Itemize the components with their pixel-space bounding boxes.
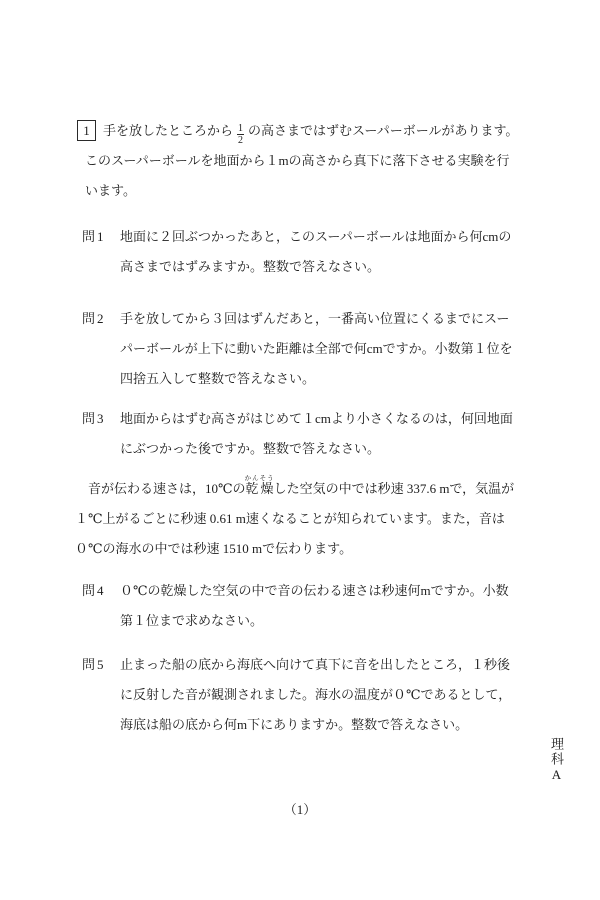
problem-2-intro-text-after-ruby: した空気の中では秒速 337.6 mで，気温が１℃上がるごとに秒速 0.61 m速くなることが知られています。また，音は０℃の海水の中では秒速 1510 mで伝わります。 (75, 481, 515, 556)
problem-number-box: 1 (77, 120, 96, 141)
subject-label-vertical: 理科A (549, 737, 564, 784)
question-4 (75, 576, 521, 636)
question-4-text: ０℃の乾燥した空気の中で音の伝わる速さは秒速何mですか。小数第１位まで求めなさい。 (120, 583, 509, 628)
problem-2-intro-text-before-ruby: 音が伝わる速さは，10℃の (88, 481, 246, 496)
ruby-reading-text: かんそう (244, 475, 275, 482)
problem-1-intro (85, 116, 521, 206)
fraction-one-half (237, 123, 244, 146)
question-2 (75, 304, 521, 394)
question-5-text: 止まった船の底から海底へ向けて真下に音を出したところ，１秒後に反射した音が観測されました。海水の温度が０℃であるとして，海底は船の底から何m下にありますか。整数で答えなさい。 (120, 657, 512, 732)
question-3-text: 地面からはずむ高さがはじめて１cmより小さくなるのは，何回地面にぶつかった後ですか。整数で答えなさい。 (120, 411, 513, 456)
question-1-text: 地面に２回ぶつかったあと，このスーパーボールは地面から何cmの高さまではずみますか。整数で答えなさい。 (120, 229, 512, 274)
question-1 (75, 222, 521, 282)
problem-1-intro-text-after-fraction: の高さまではずむスーパーボールがあります。このスーパーボールを地面から１mの高さから真下に落下させる実験を行います。 (85, 123, 519, 198)
question-5 (75, 650, 521, 740)
question-2-label: 問2 (82, 311, 106, 326)
question-2-text: 手を放してから３回はずんだあと，一番高い位置にくるまでにスーパーボールが上下に動いた距離は全部で何cmですか。小数第１位を四捨五入して整数で答えなさい。 (120, 311, 513, 386)
fraction-numerator: 1 (238, 123, 244, 134)
question-5-label: 問5 (82, 657, 106, 672)
page-number: （1） (283, 802, 317, 817)
fraction-denominator: 2 (238, 135, 244, 146)
content-column (75, 116, 521, 740)
question-3-label: 問3 (82, 411, 106, 426)
question-4-label: 問4 (82, 583, 106, 598)
question-3 (75, 404, 521, 464)
question-1-label: 問1 (82, 229, 106, 244)
ruby-base-text: 乾燥 (244, 481, 275, 496)
problem-2-intro (75, 474, 521, 564)
ruby-kansou (244, 475, 275, 496)
problem-1-intro-text-before-fraction: 手を放したところから (103, 123, 234, 138)
